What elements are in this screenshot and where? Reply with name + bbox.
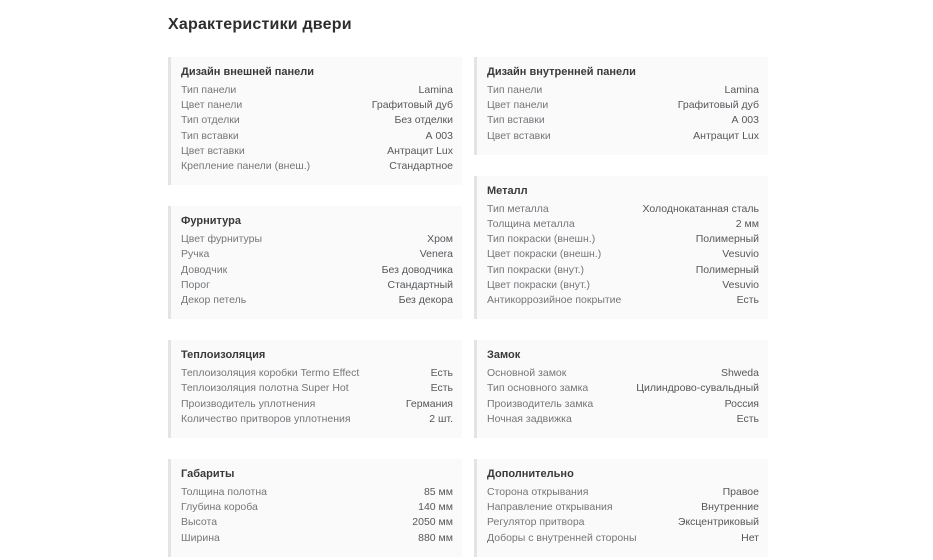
spec-value: Нет: [741, 531, 759, 544]
spec-label: Глубина короба: [181, 501, 258, 514]
spec-section-card: [474, 459, 768, 557]
section-rows: [487, 202, 759, 308]
spec-row: [181, 247, 453, 262]
spec-row: [487, 366, 759, 381]
section-title: Теплоизоляция: [181, 349, 266, 362]
section-title: Фурнитура: [181, 215, 241, 228]
spec-value: Vesuvio: [722, 248, 759, 261]
spec-row: [487, 263, 759, 278]
spec-row: [181, 531, 453, 546]
spec-label: Высота: [181, 516, 218, 529]
spec-row: [181, 412, 453, 427]
spec-value: Стандартное: [389, 160, 453, 173]
spec-label: Сторона открывания: [487, 486, 589, 499]
spec-value: Есть: [430, 382, 453, 395]
section-title: Габариты: [181, 468, 235, 481]
section-title: Металл: [487, 184, 528, 197]
section-rows: [181, 366, 453, 427]
spec-value: Стандартный: [387, 278, 453, 291]
spec-row: [487, 293, 759, 308]
spec-label: Цвет вставки: [487, 129, 551, 142]
spec-label: Порог: [181, 278, 210, 291]
spec-value: Есть: [736, 412, 759, 425]
spec-value: А 003: [425, 129, 453, 142]
spec-value: Антрацит Lux: [693, 129, 759, 142]
spec-label: Цвет покраски (внешн.): [487, 248, 602, 261]
spec-row: [487, 113, 759, 128]
spec-label: Тип покраски (внешн.): [487, 233, 596, 246]
page-title: Характеристики двери: [168, 16, 352, 33]
spec-row: [487, 500, 759, 515]
section-rows: [487, 485, 759, 546]
spec-row: [487, 397, 759, 412]
specs-panel: [168, 16, 768, 557]
spec-row: [181, 232, 453, 247]
spec-row: [487, 531, 759, 546]
spec-value: Есть: [736, 294, 759, 307]
spec-row: [181, 293, 453, 308]
spec-row: [181, 144, 453, 159]
spec-value: Lamina: [724, 84, 759, 96]
spec-value: 2 шт.: [429, 412, 453, 425]
spec-section-card: [168, 206, 462, 319]
spec-label: Цвет вставки: [181, 144, 245, 157]
spec-label: Декор петель: [181, 294, 247, 307]
section-rows: [181, 83, 453, 174]
spec-value: Без декора: [398, 294, 453, 307]
spec-value: Россия: [724, 397, 759, 410]
spec-row: [487, 515, 759, 530]
spec-label: Тип отделки: [181, 114, 240, 127]
spec-value: Германия: [405, 397, 453, 410]
spec-value: Графитовый дуб: [677, 99, 759, 112]
spec-label: Тип вставки: [181, 129, 239, 142]
section-title: Дополнительно: [487, 468, 574, 481]
spec-label: Цвет панели: [487, 99, 549, 112]
spec-row: [487, 381, 759, 396]
spec-value: Графитовый дуб: [371, 99, 453, 112]
spec-label: Ширина: [181, 531, 220, 544]
specs-grid: [168, 57, 768, 557]
spec-row: [181, 159, 453, 174]
spec-label: Основной замок: [487, 367, 567, 380]
spec-value: Правое: [722, 486, 759, 499]
specs-column-left: [168, 57, 462, 557]
spec-value: Эксцентриковый: [677, 516, 759, 529]
spec-label: Доводчик: [181, 263, 228, 276]
spec-label: Цвет панели: [181, 99, 243, 112]
section-rows: [181, 232, 453, 308]
spec-section-card: [474, 57, 768, 155]
spec-row: [487, 247, 759, 262]
section-rows: [487, 83, 759, 144]
spec-row: [181, 263, 453, 278]
spec-row: [181, 500, 453, 515]
spec-value: 85 мм: [423, 486, 453, 499]
spec-label: Цвет покраски (внут.): [487, 278, 591, 291]
spec-value: Lamina: [418, 84, 453, 96]
spec-label: Крепление панели (внеш.): [181, 160, 311, 173]
spec-label: Производитель уплотнения: [181, 397, 316, 410]
spec-row: [487, 202, 759, 217]
spec-label: Ручка: [181, 248, 210, 261]
spec-label: Регулятор притвора: [487, 516, 585, 529]
spec-value: Холоднокатанная сталь: [642, 202, 759, 215]
spec-section-card: [168, 57, 462, 185]
spec-label: Толщина полотна: [181, 486, 267, 499]
spec-row: [181, 98, 453, 113]
spec-row: [181, 397, 453, 412]
spec-value: 880 мм: [418, 531, 453, 544]
section-title: Дизайн внутренней панели: [487, 66, 636, 78]
spec-row: [487, 412, 759, 427]
spec-row: [181, 485, 453, 500]
spec-label: Теплоизоляция полотна Super Hot: [181, 382, 349, 395]
spec-label: Количество притворов уплотнения: [181, 412, 351, 425]
spec-label: Тип вставки: [487, 114, 545, 127]
specs-column-right: [474, 57, 768, 557]
spec-value: 2 мм: [735, 218, 759, 231]
spec-row: [487, 217, 759, 232]
spec-label: Ночная задвижка: [487, 412, 572, 425]
spec-section-card: [474, 176, 768, 319]
spec-label: Тип панели: [487, 84, 543, 96]
spec-row: [487, 485, 759, 500]
spec-row: [487, 278, 759, 293]
section-rows: [487, 366, 759, 427]
spec-value: Vesuvio: [722, 278, 759, 291]
spec-row: [487, 129, 759, 144]
spec-section-card: [474, 340, 768, 438]
spec-value: 2050 мм: [412, 516, 453, 529]
spec-value: 140 мм: [418, 501, 453, 514]
spec-value: Полимерный: [695, 263, 759, 276]
spec-value: Антрацит Lux: [387, 144, 453, 157]
spec-label: Тип покраски (внут.): [487, 263, 585, 276]
section-title: Замок: [487, 349, 521, 362]
spec-value: Есть: [430, 367, 453, 380]
spec-label: Тип металла: [487, 202, 549, 215]
spec-label: Толщина металла: [487, 218, 575, 231]
spec-value: Без доводчика: [381, 263, 453, 276]
spec-row: [181, 366, 453, 381]
section-title: Дизайн внешней панели: [181, 66, 315, 78]
spec-label: Направление открывания: [487, 501, 613, 514]
spec-label: Тип основного замка: [487, 382, 589, 395]
spec-row: [487, 232, 759, 247]
spec-value: А 003: [731, 114, 759, 127]
spec-row: [181, 381, 453, 396]
spec-label: Цвет фурнитуры: [181, 233, 263, 246]
spec-label: Тип панели: [181, 84, 237, 96]
spec-row: [181, 129, 453, 144]
spec-row: [181, 83, 453, 98]
spec-label: Антикоррозийное покрытие: [487, 294, 622, 307]
spec-value: Цилиндрово-сувальдный: [636, 382, 759, 395]
spec-section-card: [168, 340, 462, 438]
spec-value: Shweda: [721, 367, 759, 380]
spec-row: [487, 83, 759, 98]
spec-value: Venera: [419, 248, 453, 261]
spec-row: [181, 113, 453, 128]
spec-value: Внутренние: [701, 501, 759, 514]
spec-value: Полимерный: [695, 233, 759, 246]
spec-row: [181, 278, 453, 293]
spec-value: Без отделки: [394, 114, 453, 127]
spec-label: Доборы с внутренней стороны: [487, 531, 637, 544]
spec-section-card: [168, 459, 462, 557]
section-rows: [181, 485, 453, 546]
spec-label: Производитель замка: [487, 397, 594, 410]
spec-value: Хром: [427, 233, 453, 246]
spec-label: Теплоизоляция коробки Termo Effect: [181, 367, 360, 380]
spec-row: [181, 515, 453, 530]
spec-row: [487, 98, 759, 113]
